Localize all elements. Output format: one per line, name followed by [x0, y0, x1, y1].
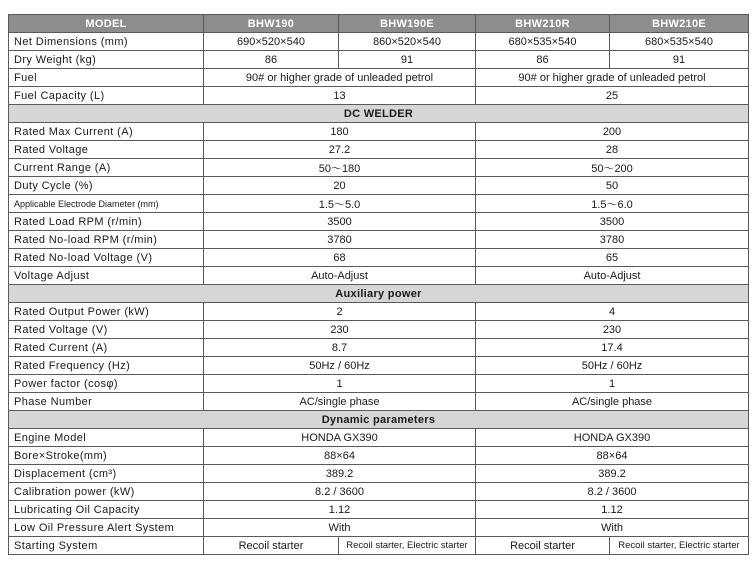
- cell: 200: [476, 123, 749, 141]
- row-label: Starting System: [9, 537, 204, 555]
- cell: 3500: [204, 213, 476, 231]
- row-label: Rated Voltage: [9, 141, 204, 159]
- cell: 88×64: [204, 447, 476, 465]
- table-row: [9, 141, 749, 159]
- table-row: [9, 429, 749, 447]
- cell: 20: [204, 177, 476, 195]
- cell: Auto-Adjust: [204, 267, 476, 285]
- cell: 13: [204, 87, 476, 105]
- cell: 230: [476, 321, 749, 339]
- row-label: Current Range (A): [9, 159, 204, 177]
- header-bhw210r: BHW210R: [476, 15, 610, 33]
- cell: 1: [204, 375, 476, 393]
- table-row: [9, 339, 749, 357]
- cell: 3780: [476, 231, 749, 249]
- row-label: Voltage Adjust: [9, 267, 204, 285]
- table-row: [9, 177, 749, 195]
- section-row-dynamic: [9, 411, 749, 429]
- cell: 1.5～6.0: [476, 195, 749, 213]
- cell: 86: [204, 51, 339, 69]
- row-label: Fuel Capacity (L): [9, 87, 204, 105]
- table-row: [9, 303, 749, 321]
- table-row: [9, 33, 749, 51]
- table-row: [9, 231, 749, 249]
- cell: 28: [476, 141, 749, 159]
- row-label: Phase Number: [9, 393, 204, 411]
- cell: 180: [204, 123, 476, 141]
- row-label: Rated No-load Voltage (V): [9, 249, 204, 267]
- row-label: Displacement (cm³): [9, 465, 204, 483]
- cell: 2: [204, 303, 476, 321]
- table-row: [9, 375, 749, 393]
- table-row: [9, 501, 749, 519]
- table-row: [9, 483, 749, 501]
- cell: 50Hz / 60Hz: [204, 357, 476, 375]
- row-label: Rated Max Current (A): [9, 123, 204, 141]
- cell: Recoil starter, Electric starter: [339, 537, 476, 555]
- row-label: Calibration power (kW): [9, 483, 204, 501]
- row-label: Lubricating Oil Capacity: [9, 501, 204, 519]
- section-row-auxiliary: [9, 285, 749, 303]
- cell: 90# or higher grade of unleaded petrol: [204, 69, 476, 87]
- table-row: [9, 87, 749, 105]
- row-label: Applicable Electrode Diameter (mm): [9, 195, 204, 213]
- cell: 50: [476, 177, 749, 195]
- cell: 8.7: [204, 339, 476, 357]
- row-label: Dry Weight (kg): [9, 51, 204, 69]
- cell: Auto-Adjust: [476, 267, 749, 285]
- row-label: Rated Output Power (kW): [9, 303, 204, 321]
- table-row: [9, 465, 749, 483]
- table-row: [9, 267, 749, 285]
- cell: 91: [339, 51, 476, 69]
- row-label: Rated Voltage (V): [9, 321, 204, 339]
- section-title: Dynamic parameters: [9, 411, 749, 429]
- cell: 50Hz / 60Hz: [476, 357, 749, 375]
- cell: 90# or higher grade of unleaded petrol: [476, 69, 749, 87]
- row-label: Engine Model: [9, 429, 204, 447]
- cell: 4: [476, 303, 749, 321]
- cell: Recoil starter: [204, 537, 339, 555]
- table-row: [9, 249, 749, 267]
- table-row: [9, 393, 749, 411]
- header-row: [9, 15, 749, 33]
- cell: AC/single phase: [476, 393, 749, 411]
- cell: 1.5～5.0: [204, 195, 476, 213]
- cell: 50～180: [204, 159, 476, 177]
- table-row: [9, 159, 749, 177]
- cell: With: [476, 519, 749, 537]
- cell: 91: [610, 51, 749, 69]
- header-bhw190e: BHW190E: [339, 15, 476, 33]
- section-title: DC WELDER: [9, 105, 749, 123]
- cell: AC/single phase: [204, 393, 476, 411]
- table-row: [9, 123, 749, 141]
- header-bhw210e: BHW210E: [610, 15, 749, 33]
- cell: With: [204, 519, 476, 537]
- cell: 3500: [476, 213, 749, 231]
- table-row: [9, 213, 749, 231]
- cell: HONDA GX390: [476, 429, 749, 447]
- cell: 68: [204, 249, 476, 267]
- section-row-dc-welder: [9, 105, 749, 123]
- cell: 27.2: [204, 141, 476, 159]
- cell: 1.12: [476, 501, 749, 519]
- table-row: [9, 69, 749, 87]
- cell: 389.2: [476, 465, 749, 483]
- cell: 8.2 / 3600: [476, 483, 749, 501]
- cell: HONDA GX390: [204, 429, 476, 447]
- cell: 389.2: [204, 465, 476, 483]
- cell: 17.4: [476, 339, 749, 357]
- row-label: Net Dimensions (mm): [9, 33, 204, 51]
- table-row: [9, 51, 749, 69]
- cell: 860×520×540: [339, 33, 476, 51]
- table-row: [9, 447, 749, 465]
- cell: 86: [476, 51, 610, 69]
- header-bhw190: BHW190: [204, 15, 339, 33]
- section-title: Auxiliary power: [9, 285, 749, 303]
- row-label: Power factor (cosφ): [9, 375, 204, 393]
- cell: 680×535×540: [476, 33, 610, 51]
- cell: 230: [204, 321, 476, 339]
- cell: 50～200: [476, 159, 749, 177]
- row-label: Rated Frequency (Hz): [9, 357, 204, 375]
- table-row: [9, 537, 749, 555]
- table-row: [9, 519, 749, 537]
- cell: 1.12: [204, 501, 476, 519]
- header-model: MODEL: [9, 15, 204, 33]
- cell: 1: [476, 375, 749, 393]
- cell: 25: [476, 87, 749, 105]
- row-label: Bore×Stroke(mm): [9, 447, 204, 465]
- row-label: Rated Load RPM (r/min): [9, 213, 204, 231]
- spec-table: [8, 14, 749, 555]
- cell: 680×535×540: [610, 33, 749, 51]
- row-label: Rated No-load RPM (r/min): [9, 231, 204, 249]
- table-row: [9, 195, 749, 213]
- cell: 3780: [204, 231, 476, 249]
- cell: Recoil starter: [476, 537, 610, 555]
- cell: 88×64: [476, 447, 749, 465]
- cell: Recoil starter, Electric starter: [610, 537, 749, 555]
- row-label: Fuel: [9, 69, 204, 87]
- cell: 8.2 / 3600: [204, 483, 476, 501]
- table-row: [9, 357, 749, 375]
- table-row: [9, 321, 749, 339]
- cell: 65: [476, 249, 749, 267]
- cell: 690×520×540: [204, 33, 339, 51]
- row-label: Low Oil Pressure Alert System: [9, 519, 204, 537]
- row-label: Rated Current (A): [9, 339, 204, 357]
- row-label: Duty Cycle (%): [9, 177, 204, 195]
